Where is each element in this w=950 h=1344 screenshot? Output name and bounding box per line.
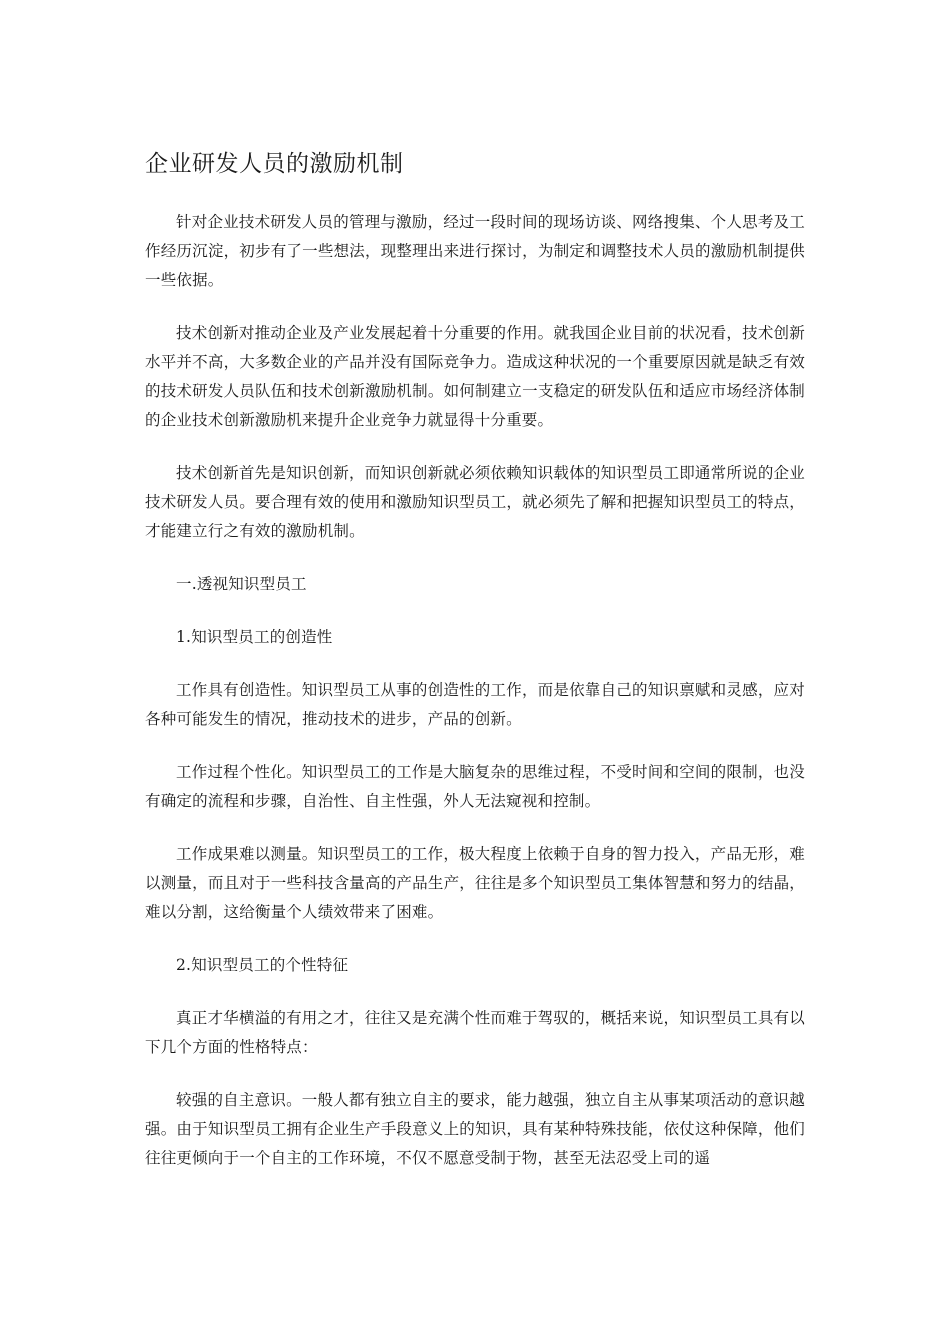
paragraph: 工作具有创造性。知识型员工从事的创造性的工作，而是依靠自己的知识禀赋和灵感，应对各种可能发生的情况，推动技术的进步，产品的创新。 (145, 681, 805, 728)
paragraph: 工作过程个性化。知识型员工的工作是大脑复杂的思维过程，不受时间和空间的限制，也没有确定的流程和步骤，自治性、自主性强，外人无法窥视和控制。 (145, 763, 805, 810)
document-body (145, 208, 805, 1173)
document-title: 企业研发人员的激励机制 (145, 151, 404, 177)
document-page (145, 146, 805, 1197)
paragraph: 工作成果难以测量。知识型员工的工作，极大程度上依赖于自身的智力投入，产品无形，难以测量，而且对于一些科技含量高的产品生产，往往是多个知识型员工集体智慧和努力的结晶，难以分割，这给衡量个人绩效带来了困难。 (145, 845, 805, 921)
subsection-heading: 1.知识型员工的创造性 (176, 628, 333, 646)
subsection-heading: 2.知识型员工的个性特征 (176, 956, 349, 974)
paragraph: 技术创新对推动企业及产业发展起着十分重要的作用。就我国企业目前的状况看，技术创新水平并不高，大多数企业的产品并没有国际竞争力。造成这种状况的一个重要原因就是缺乏有效的技术研发人员队伍和技术创新激励机制。如何制建立一支稳定的研发队伍和适应市场经济体制的企业技术创新激励机来提升企业竞争力就显得十分重要。 (145, 324, 805, 429)
paragraph: 针对企业技术研发人员的管理与激励，经过一段时间的现场访谈、网络搜集、个人思考及工作经历沉淀，初步有了一些想法，现整理出来进行探讨，为制定和调整技术人员的激励机制提供一些依据。 (145, 213, 805, 289)
section-heading: 一.透视知识型员工 (176, 575, 307, 593)
paragraph: 技术创新首先是知识创新，而知识创新就必须依赖知识载体的知识型员工即通常所说的企业技术研发人员。要合理有效的使用和激励知识型员工，就必须先了解和把握知识型员工的特点，才能建立行之有效的激励机制。 (145, 464, 805, 540)
paragraph: 较强的自主意识。一般人都有独立自主的要求，能力越强，独立自主从事某项活动的意识越强。由于知识型员工拥有企业生产手段意义上的知识，具有某种特殊技能，依仗这种保障，他们往往更倾向于一个自主的工作环境，不仅不愿意受制于物，甚至无法忍受上司的遥 (145, 1091, 805, 1167)
paragraph: 真正才华横溢的有用之才，往往又是充满个性而难于驾驭的，概括来说，知识型员工具有以下几个方面的性格特点： (145, 1009, 805, 1056)
